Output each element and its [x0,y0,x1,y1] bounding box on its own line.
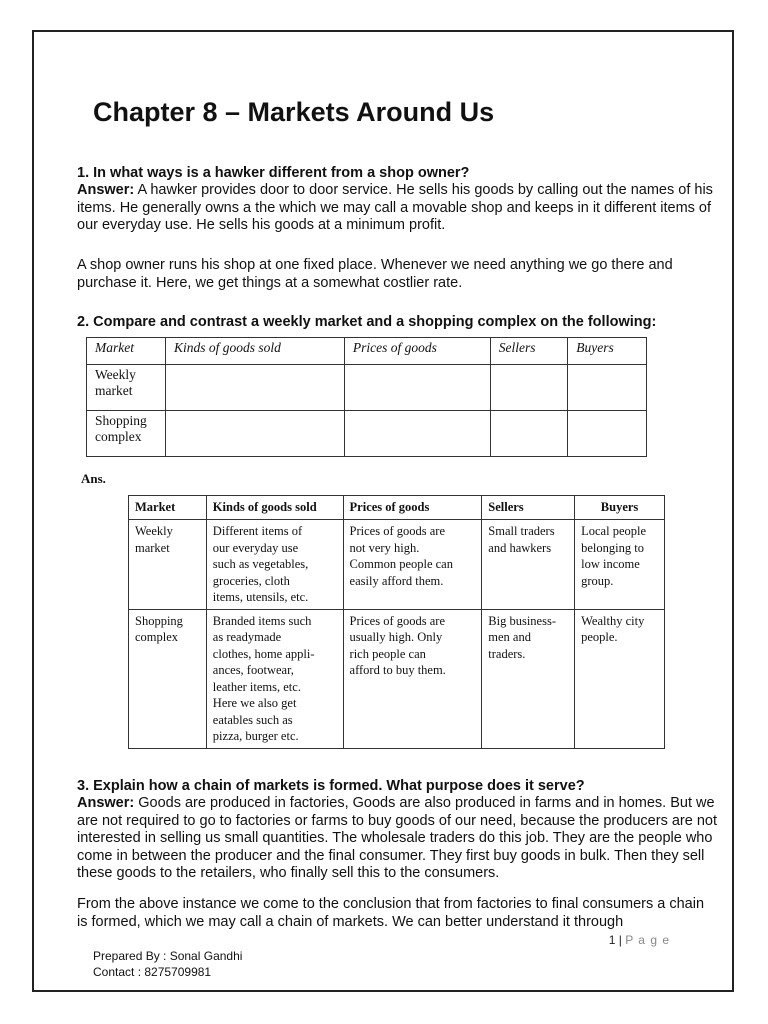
table-cell [344,365,490,411]
page-separator: | [615,933,626,947]
table-cell [206,520,343,610]
table-cell: Shopping complex [87,411,166,457]
table-row [87,365,647,411]
prepared-by: Prepared By : Sonal Gandhi [93,949,243,963]
cell-line: rich people can [349,646,426,661]
page-number-value: 1 [608,933,616,947]
table-cell [344,411,490,457]
table-header-cell: Market [129,496,207,520]
table-cell [206,609,343,748]
table-cell [343,520,482,610]
cell-line: Shopping [135,613,183,628]
table-cell [568,365,647,411]
table-cell [482,520,575,610]
cell-line: complex [135,630,179,644]
cell-line: market [135,540,170,555]
cell-line: usually high. Only [349,630,443,644]
table-cell [343,609,482,748]
cell-line: easily afford them. [349,573,444,588]
table-header-cell: Market [87,338,166,365]
page-word: P a g e [625,933,670,947]
answer-1-paragraph-2: A shop owner runs his shop at one fixed place. Whenever we need anything we go there and purchase it. Here, we get things at a somewhat costlier rate. [77,257,673,291]
table-cell [166,411,345,457]
table-header-cell: Buyers [575,496,665,520]
table-header-cell: Prices of goods [343,496,482,520]
cell-line: Different items of [212,524,303,538]
cell-line: our everyday use [212,540,299,555]
answer-comparison-table [128,495,665,749]
cell-line: Small traders [488,524,555,538]
cell-line: Prices of goods are [349,613,445,628]
cell-line: low income [581,557,640,571]
table-cell [129,520,207,610]
answer-label: Answer: [77,182,135,198]
table-cell [490,365,568,411]
table-cell [490,411,568,457]
cell-line: Big business- [488,613,556,628]
question-3: 3. Explain how a chain of markets is formed. What purpose does it serve? [77,778,585,794]
cell-line: traders. [488,646,526,661]
table-cell [575,609,665,748]
cell-line: and hawkers [488,540,552,555]
answer-3 [77,795,717,883]
cell-line: Here we also get [212,696,297,710]
answer-3-text: Goods are produced in factories, Goods are also produced in farms and in homes. But we are not required to go to factories or farms to buy goods of our need, because the producers are not interested in selling us small quantities. The wholesale traders do this job. They are the people who come in between the producer and the final consumer. They first buy goods in bulk. Then they sell these goods to the retailers, who finally sell this to the consumers. [77,795,717,881]
table-row [129,609,665,748]
table-cell [568,411,647,457]
table-header-cell: Kinds of goods sold [206,496,343,520]
blank-comparison-table [86,337,647,457]
ans-label: Ans. [81,471,106,486]
table-cell [166,365,345,411]
table-header-cell: Kinds of goods sold [166,338,345,365]
table-cell [129,609,207,748]
table-header-cell: Prices of goods [344,338,490,365]
cell-line: not very high. [349,540,420,555]
cell-line: pizza, burger etc. [212,729,299,743]
cell-line: Weekly [135,524,173,538]
cell-line: belonging to [581,540,644,555]
answer-1-text: A hawker provides door to door service. He sells his goods by calling out the names of his items. He generally owns a the which we may call a movable shop and keeps in it different items of our everyday use. He sells his goods at a minimum profit. [77,182,713,233]
table-cell: Weekly market [87,365,166,411]
cell-line: groceries, cloth [212,573,290,588]
cell-line: leather items, etc. [212,679,301,694]
prepared-by-block [93,948,242,980]
cell-line: group. [581,573,614,588]
table-header-cell: Buyers [568,338,647,365]
answer-label: Answer: [77,795,135,811]
table-header-row [129,496,665,520]
cell-line: Wealthy city [581,613,645,628]
table-row [129,520,665,610]
answer-1 [77,182,717,235]
table-header-cell: Sellers [490,338,568,365]
page-number [609,933,670,947]
table-header-row [87,338,647,365]
cell-line: such as vegetables, [212,557,309,571]
table-cell [575,520,665,610]
cell-line: Common people can [349,557,453,571]
cell-line: as readymade [212,630,282,644]
cell-line: ances, footwear, [212,663,294,677]
cell-line: people. [581,630,618,644]
cell-line: men and [488,630,531,644]
question-1: 1. In what ways is a hawker different from a shop owner? [77,165,470,181]
table-cell [482,609,575,748]
contact: Contact : 8275709981 [93,965,212,979]
question-2: 2. Compare and contrast a weekly market and a shopping complex on the following: [77,314,657,330]
cell-line: Branded items such [212,613,312,628]
cell-line: Prices of goods are [349,524,445,538]
table-header-cell: Sellers [482,496,575,520]
cell-line: clothes, home appli- [212,646,315,661]
answer-3-paragraph-2: From the above instance we come to the conclusion that from factories to final consumers a chain is formed, which we may call a chain of markets. We can better understand it through [77,896,705,930]
cell-line: items, utensils, etc. [212,590,309,604]
cell-line: eatables such as [212,712,293,727]
cell-line: Local people [581,524,647,538]
table-row [87,411,647,457]
page-title: Chapter 8 – Markets Around Us [93,97,495,127]
cell-line: afford to buy them. [349,663,446,677]
